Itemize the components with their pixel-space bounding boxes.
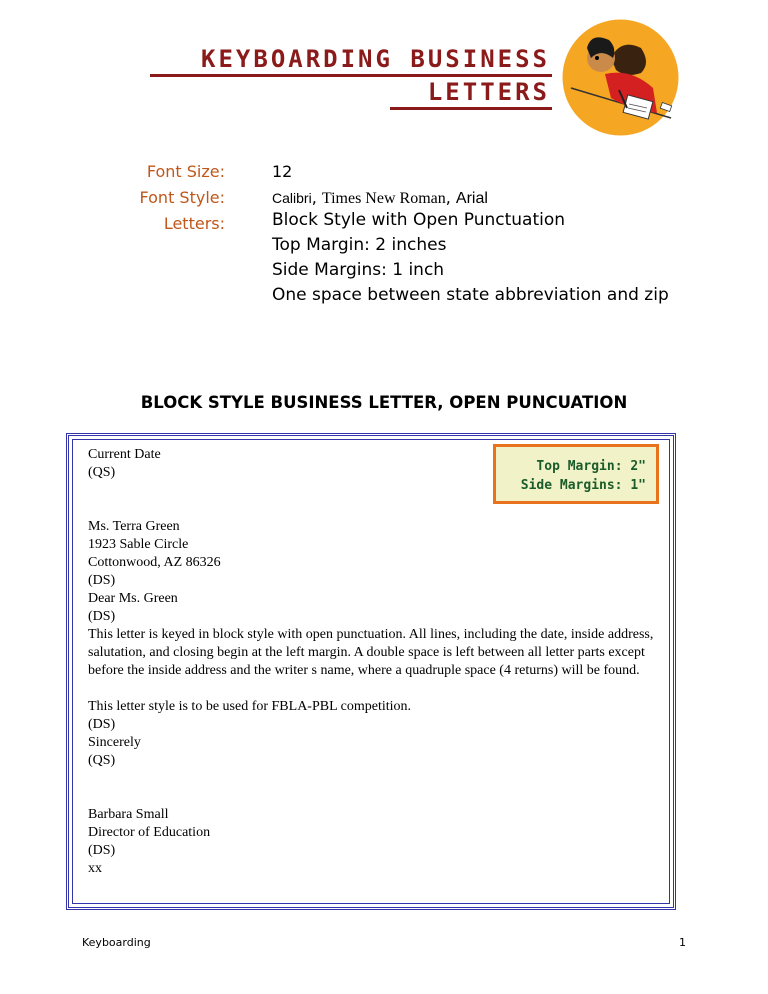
salutation: Dear Ms. Green: [88, 591, 178, 606]
signer-name: Barbara Small: [88, 807, 169, 822]
spacer: [88, 770, 668, 806]
spec-list: [0, 160, 768, 210]
letter-body-1: This letter is keyed in block style with open punctuation. All lines, including the date, inside address, salutation, and closing begin at the left margin. A double space is left between all letter parts except before the inside address and the writer s name, where a quadruple space (4 returns) will be found.: [88, 627, 654, 678]
inside-address-name: Ms. Terra Green: [88, 519, 180, 534]
signer-title: Director of Education: [88, 825, 211, 840]
letter-ds-4: (DS): [88, 843, 116, 858]
letter-ds-2: (DS): [88, 609, 116, 624]
sample-letter: [88, 446, 668, 878]
title-line-1: KEYBOARDING BUSINESS: [150, 44, 552, 77]
letters-line: One space between state abbreviation and zip: [272, 285, 669, 305]
font-style-label: Font Style:: [139, 188, 225, 207]
closing: Sincerely: [88, 735, 141, 750]
font-size-label: Font Size:: [146, 162, 225, 181]
letters-list: [272, 208, 669, 308]
font-style-sep-1: ,: [311, 188, 317, 207]
font-size-value: 12: [272, 162, 293, 181]
font-style-calibri: Calibri: [272, 190, 312, 206]
letter-body-2: This letter style is to be used for FBLA-PBL competition.: [88, 699, 411, 714]
letter-ds-3: (DS): [88, 717, 116, 732]
title-line-2: LETTERS: [390, 77, 552, 110]
margin-note-side: Side Margins: 1": [520, 478, 646, 493]
font-style-arial: Arial: [455, 190, 488, 207]
section-heading: BLOCK STYLE BUSINESS LETTER, OPEN PUNCUATION: [140, 393, 628, 412]
page-title: [150, 44, 552, 110]
spacer: [88, 680, 668, 698]
inside-address-street: 1923 Sable Circle: [88, 537, 189, 552]
page-number: 1: [679, 936, 686, 949]
spacer: [88, 482, 668, 518]
letters-line: Block Style with Open Punctuation: [272, 210, 566, 230]
font-style-sep-2: ,: [445, 188, 451, 207]
letter-date: Current Date: [88, 447, 161, 462]
letters-line: Top Margin: 2 inches: [272, 235, 447, 255]
reference-initials: xx: [88, 861, 102, 876]
footer-label: Keyboarding: [82, 936, 151, 949]
letters-label: Letters:: [163, 214, 225, 233]
letter-ds-1: (DS): [88, 573, 116, 588]
inside-address-city: Cottonwood, AZ 86326: [88, 555, 221, 570]
spec-row-font-size: [0, 160, 768, 184]
font-style-times: Times New Roman: [321, 190, 446, 207]
spec-row-font-style: [0, 186, 768, 210]
letters-line: Side Margins: 1 inch: [272, 260, 445, 280]
student-writing-icon: [561, 18, 680, 137]
letter-qs-1: (QS): [88, 465, 116, 480]
margin-note-top: Top Margin: 2": [536, 459, 646, 474]
letter-qs-2: (QS): [88, 753, 116, 768]
